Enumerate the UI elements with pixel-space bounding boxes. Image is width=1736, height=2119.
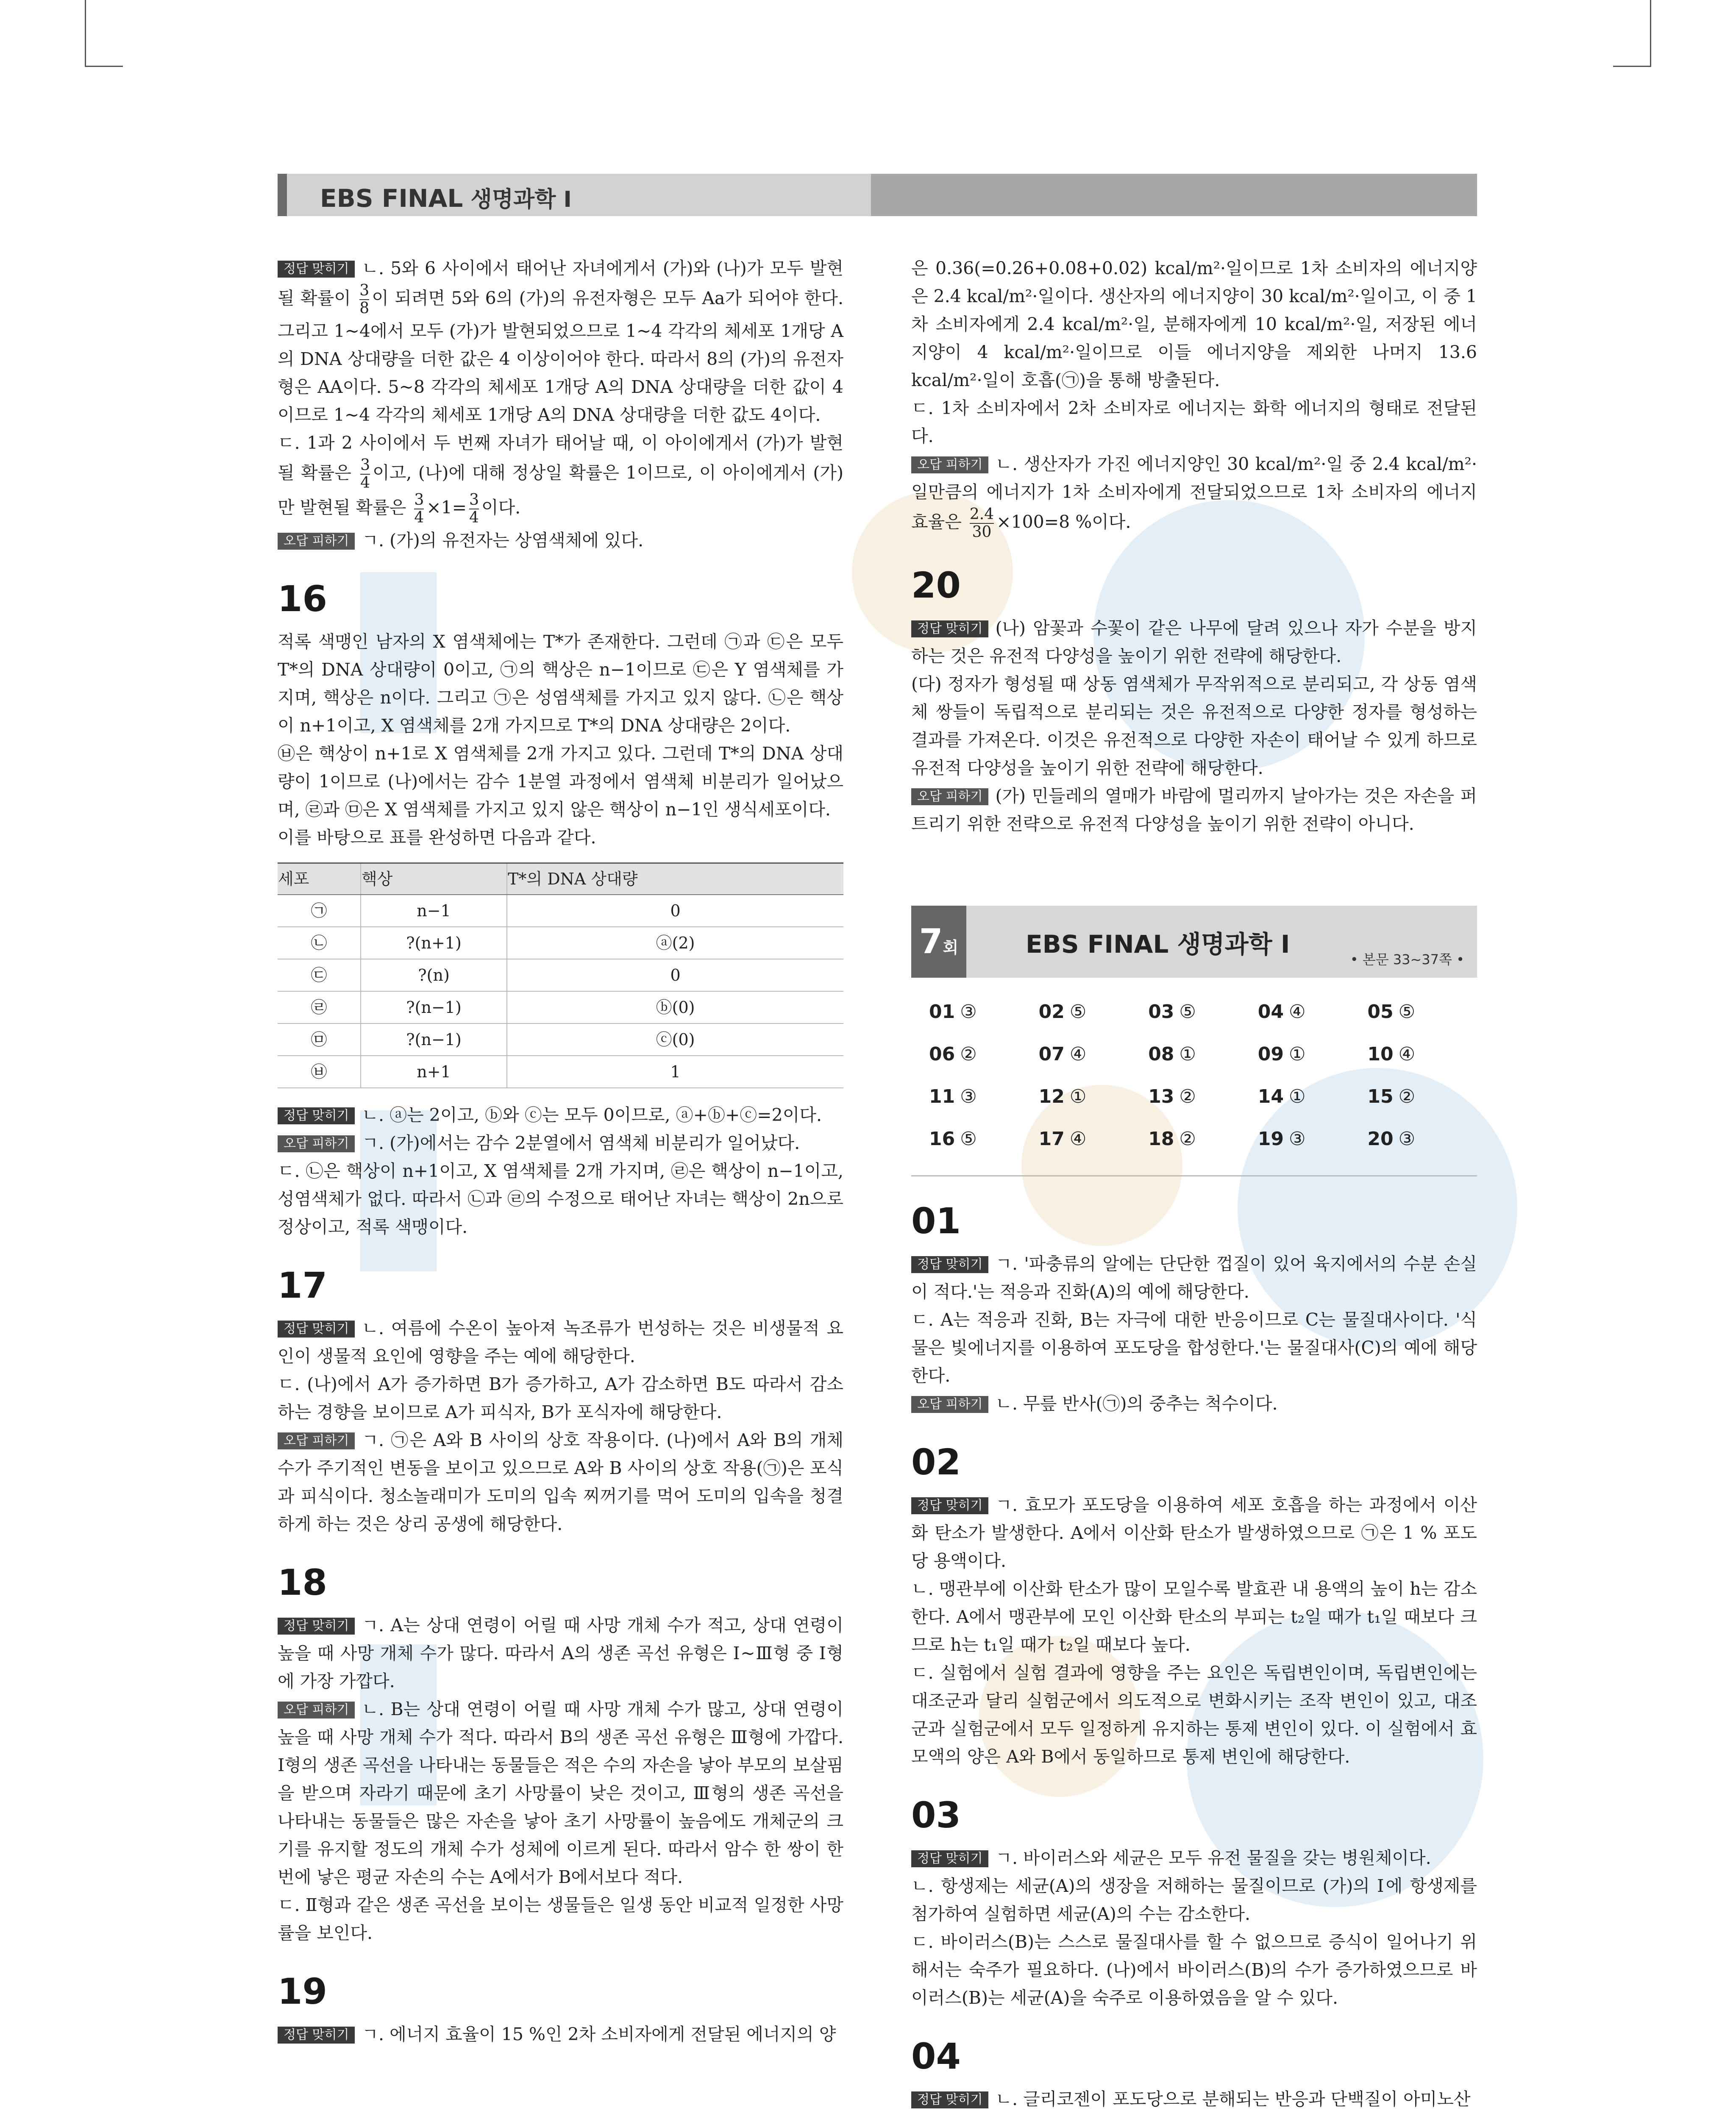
wrong-answer-tag: 오답 피하기 bbox=[278, 533, 355, 550]
answer-question-number: 20 bbox=[1367, 1128, 1394, 1150]
answer-item bbox=[929, 1079, 1039, 1114]
answer-item bbox=[929, 995, 1039, 1029]
running-header bbox=[278, 174, 1477, 216]
fraction: $\frac{3}{4}$ bbox=[360, 456, 370, 492]
answer-question-number: 11 bbox=[929, 1086, 955, 1107]
correct-answer-tag: 정답 맞히기 bbox=[911, 1256, 988, 1273]
paragraph: ㄷ. 1과 2 사이에서 두 번째 자녀가 태어날 때, 이 아이에게서 (가)가 발현될 확률은 $\frac{3}{4}$ 이고, (나)에 대해 정상일 확률은 1이므로, 이 아이에게서 (가)만 발현될 확률은 $\frac{3}{4}$ ×1= $\frac{3}{4}$ 이다. bbox=[278, 433, 843, 526]
wrong-answer-tag: 오답 피하기 bbox=[911, 788, 988, 805]
answer-item bbox=[1258, 1079, 1368, 1114]
answer-question-number: 15 bbox=[1367, 1086, 1394, 1107]
answer-question-number: 04 bbox=[1257, 1001, 1284, 1023]
paragraph: 정답 맞히기 (나) 암꽃과 수꽃이 같은 나무에 달려 있으나 자가 수분을 방지하는 것은 유전적 다양성을 높이기 위한 전략에 해당한다. bbox=[911, 618, 1477, 666]
question-number: 18 bbox=[278, 1562, 327, 1603]
table-row: ㉣ ?(n−1) ⓑ(0) bbox=[278, 991, 843, 1023]
table-row: ㉠ n−1 0 bbox=[278, 895, 843, 927]
question-number: 03 bbox=[911, 1794, 961, 1836]
paragraph: (다) 정자가 형성될 때 상동 염색체가 무작위적으로 분리되고, 각 상동 염색체 쌍들이 독립적으로 분리되는 것은 유전적으로 다양한 정자를 형성하는 결과를 가져온다. 이것은 유전적으로 다양한 자손이 태어날 수 있게 하므로 유전적 다양성을 높이기 위한 전략에 해당한다. bbox=[911, 674, 1477, 778]
answer-item bbox=[1367, 1037, 1477, 1072]
right-column bbox=[911, 254, 1477, 2113]
question-number: 04 bbox=[911, 2036, 961, 2077]
paragraph: ㄷ. (나)에서 A가 증가하면 B가 증가하고, A가 감소하면 B도 따라서 감소하는 경향을 보이므로 A가 피식자, B가 포식자에 해당한다. bbox=[278, 1374, 843, 1422]
answer-question-number: 17 bbox=[1038, 1128, 1065, 1150]
answer-choice: ④ bbox=[1069, 1043, 1087, 1065]
fraction: $\frac{2.4}{30}$ bbox=[969, 506, 994, 541]
answer-choice: ② bbox=[1179, 1086, 1196, 1107]
answer-choice: ② bbox=[960, 1043, 977, 1065]
wrong-answer-tag: 오답 피하기 bbox=[278, 1702, 355, 1719]
answer-choice: ① bbox=[1069, 1086, 1087, 1107]
question-number: 19 bbox=[278, 1971, 327, 2012]
fraction: $\frac{3}{4}$ bbox=[414, 491, 424, 526]
answer-question-number: 14 bbox=[1257, 1086, 1284, 1107]
left-column bbox=[278, 254, 843, 2048]
answer-question-number: 01 bbox=[929, 1001, 955, 1023]
answer-question-number: 09 bbox=[1257, 1043, 1284, 1065]
table-row: ㉡ ?(n+1) ⓐ(2) bbox=[278, 927, 843, 959]
paragraph: 오답 피하기 (가) 민들레의 열매가 바람에 멀리까지 날아가는 것은 자손을 퍼트리기 위한 전략으로 유전적 다양성을 높이기 위한 전략이 아니다. bbox=[911, 786, 1477, 834]
answer-choice: ② bbox=[1398, 1086, 1416, 1107]
question-number: 20 bbox=[911, 565, 961, 606]
answer-question-number: 08 bbox=[1148, 1043, 1174, 1065]
answer-item bbox=[1367, 1122, 1477, 1157]
question-number: 16 bbox=[278, 578, 327, 620]
answer-choice: ① bbox=[1179, 1043, 1196, 1065]
answer-item bbox=[1258, 995, 1368, 1029]
answer-question-number: 16 bbox=[929, 1128, 955, 1150]
paragraph: ㄷ. Ⅱ형과 같은 생존 곡선을 보이는 생물들은 일생 동안 비교적 일정한 사망률을 보인다. bbox=[278, 1895, 843, 1943]
fraction: $\frac{3}{4}$ bbox=[469, 491, 479, 526]
wrong-answer-tag: 오답 피하기 bbox=[911, 456, 988, 473]
answer-choice: ⑤ bbox=[1069, 1001, 1087, 1023]
table-header: 세포 bbox=[278, 863, 361, 895]
cell-table bbox=[278, 862, 843, 1088]
paragraph: ㄴ. 맹관부에 이산화 탄소가 많이 모일수록 발효관 내 용액의 높이 h는 감소한다. A에서 맹관부에 모인 이산화 탄소의 부피는 t₂일 때가 t₁일 때보다 크므로 h는 t₁일 때가 t₂일 때보다 높다. bbox=[911, 1579, 1477, 1655]
paragraph: 정답 맞히기 ㄱ. A는 상대 연령이 어릴 때 사망 개체 수가 적고, 상대 연령이 높을 때 사망 개체 수가 많다. 따라서 A의 생존 곡선 유형은 Ⅰ~Ⅲ형 중 Ⅰ형에 가장 가깝다. bbox=[278, 1615, 843, 1691]
answer-question-number: 07 bbox=[1038, 1043, 1065, 1065]
correct-answer-tag: 정답 맞히기 bbox=[911, 620, 988, 637]
paragraph: ㉥은 핵상이 n+1로 X 염색체를 2개 가지고 있다. 그런데 T*의 DNA 상대량이 1이므로 (나)에서는 감수 1분열 과정에서 염색체 비분리가 일어났으며, ㉣과 ㉤은 X 염색체를 가지고 있지 않은 핵상이 n−1인 생식세포이다. bbox=[278, 743, 843, 820]
answer-choice: ③ bbox=[960, 1086, 977, 1107]
paragraph: 이를 바탕으로 표를 완성하면 다음과 같다. bbox=[278, 827, 596, 848]
wrong-answer-tag: 오답 피하기 bbox=[911, 1396, 988, 1413]
paragraph: 정답 맞히기 ㄱ. 에너지 효율이 15 %인 2차 소비자에게 전달된 에너지의 양 bbox=[278, 2020, 843, 2048]
answer-item bbox=[1258, 1122, 1368, 1157]
section-number: 7회 bbox=[911, 906, 966, 978]
table-row: ㉥ n+1 1 bbox=[278, 1056, 843, 1088]
answer-item bbox=[1039, 1037, 1149, 1072]
correct-answer-tag: 정답 맞히기 bbox=[911, 2091, 988, 2108]
paragraph: ㄷ. 1차 소비자에서 2차 소비자로 에너지는 화학 에너지의 형태로 전달된다. bbox=[911, 398, 1477, 446]
question-number: 01 bbox=[911, 1200, 961, 1242]
question-number: 17 bbox=[278, 1265, 327, 1306]
answer-item bbox=[1039, 1079, 1149, 1114]
correct-answer-tag: 정답 맞히기 bbox=[911, 1850, 988, 1867]
paragraph: ㄷ. A는 적응과 진화, B는 자극에 대한 반응이므로 C는 물질대사이다. '식물은 빛에너지를 이용하여 포도당을 합성한다.'는 물질대사(C)의 예에 해당한다. bbox=[911, 1310, 1477, 1386]
paragraph: ㄷ. ㉡은 핵상이 n+1이고, X 염색체를 2개 가지며, ㉣은 핵상이 n−1이고, 성염색체가 없다. 따라서 ㉡과 ㉣의 수정으로 태어난 자녀는 핵상이 2n으로 정상이고, 적록 색맹이다. bbox=[278, 1161, 843, 1237]
paragraph: 오답 피하기 ㄴ. B는 상대 연령이 어릴 때 사망 개체 수가 많고, 상대 연령이 높을 때 사망 개체 수가 적다. 따라서 B의 생존 곡선 유형은 Ⅲ형에 가깝다. Ⅰ형의 생존 곡선을 나타내는 동물들은 적은 수의 자손을 낳아 부모의 보살핌을 받으며 자라기 때문에 초기 사망률이 낮은 것이고, Ⅲ형의 생존 곡선을 나타내는 동물들은 많은 자손을 낳아 초기 사망률이 높음에도 개체군의 크기를 유지할 정도의 개체 수가 성체에 이르게 된다. 따라서 암수 한 쌍이 한 번에 낳은 평균 자손의 수는 A에서가 B에서보다 적다. bbox=[278, 1699, 843, 1887]
paragraph: 오답 피하기 ㄴ. 무릎 반사(㉠)의 중추는 척수이다. bbox=[911, 1390, 1477, 1418]
paragraph: 오답 피하기 ㄱ. (가)의 유전자는 상염색체에 있다. bbox=[278, 526, 843, 554]
answer-question-number: 02 bbox=[1038, 1001, 1065, 1023]
correct-answer-tag: 정답 맞히기 bbox=[278, 2027, 355, 2044]
answer-item bbox=[1367, 995, 1477, 1029]
answer-question-number: 12 bbox=[1038, 1086, 1065, 1107]
paragraph: 정답 맞히기 ㄱ. '파충류의 알에는 단단한 껍질이 있어 육지에서의 수분 손실이 적다.'는 적응과 진화(A)의 예에 해당한다. bbox=[911, 1254, 1477, 1302]
answer-item bbox=[1367, 1079, 1477, 1114]
answer-choice: ⑤ bbox=[960, 1128, 977, 1150]
paragraph: 적록 색맹인 남자의 X 염색체에는 T*가 존재한다. 그런데 ㉠과 ㉢은 모두 T*의 DNA 상대량이 0이고, ㉠의 핵상은 n−1이므로 ㉢은 Y 염색체를 가지며, 핵상은 n이다. 그리고 ㉠은 성염색체를 가지고 있지 않다. ㉡은 핵상이 n+1이고, X 염색체를 2개 가지므로 T*의 DNA 상대량은 2이다. bbox=[278, 631, 843, 736]
answer-item bbox=[1148, 995, 1258, 1029]
paragraph: 정답 맞히기 ㄱ. 바이러스와 세균은 모두 유전 물질을 갖는 병원체이다. bbox=[911, 1844, 1477, 1872]
correct-answer-tag: 정답 맞히기 bbox=[278, 1618, 355, 1635]
answer-item bbox=[1148, 1122, 1258, 1157]
table-header: T*의 DNA 상대량 bbox=[507, 863, 843, 895]
section-title: EBS FINAL 생명과학 Ⅰ bbox=[1026, 930, 1290, 959]
answer-question-number: 03 bbox=[1148, 1001, 1174, 1023]
paragraph: 은 0.36(=0.26+0.08+0.02) kcal/m²·일이므로 1차 소비자의 에너지양은 2.4 kcal/m²·일이다. 생산자의 에너지양이 30 kcal/m²·일이고, 이 중 1차 소비자에게 2.4 kcal/m²·일, 분해자에게 10 kcal/m²·일, 저장된 에너지양이 4 kcal/m²·일이므로 이들 에너지양을 제외한 나머지 13.6 kcal/m²·일이 호흡(㉠)을 통해 방출된다. bbox=[911, 258, 1477, 390]
correct-answer-tag: 정답 맞히기 bbox=[278, 1107, 355, 1124]
answer-question-number: 19 bbox=[1257, 1128, 1284, 1150]
paragraph: 정답 맞히기 ㄱ. 효모가 포도당을 이용하여 세포 호흡을 하는 과정에서 이산화 탄소가 발생한다. A에서 이산화 탄소가 발생하였으므로 ㉠은 1 % 포도당 용액이다. bbox=[911, 1495, 1477, 1571]
paragraph: ㄴ. 항생제는 세균(A)의 생장을 저해하는 물질이므로 (가)의 Ⅰ에 항생제를 첨가하여 실험하면 세균(A)의 수는 감소한다. bbox=[911, 1876, 1477, 1924]
answer-choice: ④ bbox=[1289, 1001, 1306, 1023]
answer-choice: ⑤ bbox=[1398, 1001, 1416, 1023]
answer-choice: ① bbox=[1289, 1043, 1306, 1065]
answer-item bbox=[1148, 1079, 1258, 1114]
paragraph: 오답 피하기 ㄱ. (가)에서는 감수 2분열에서 염색체 비분리가 일어났다. bbox=[278, 1129, 843, 1157]
section-pages: • 본문 33~37쪽 • bbox=[1350, 951, 1464, 968]
answer-choice: ③ bbox=[1398, 1128, 1416, 1150]
paragraph: 오답 피하기 ㄱ. ㉠은 A와 B 사이의 상호 작용이다. (나)에서 A와 B의 개체 수가 주기적인 변동을 보이고 있으므로 A와 B 사이의 상호 작용(㉠)은 포식과 피식이다. 청소놀래미가 도미의 입속 찌꺼기를 먹어 도미의 입속을 청결하게 하는 것은 상리 공생에 해당한다. bbox=[278, 1430, 843, 1534]
table-row: ㉢ ?(n) 0 bbox=[278, 959, 843, 991]
table-row: ㉤ ?(n−1) ⓒ(0) bbox=[278, 1023, 843, 1056]
question-number: 02 bbox=[911, 1441, 961, 1483]
answer-question-number: 06 bbox=[929, 1043, 955, 1065]
paragraph: ㄷ. 실험에서 실험 결과에 영향을 주는 요인은 독립변인이며, 독립변인에는 대조군과 달리 실험군에서 의도적으로 변화시키는 조작 변인이 있고, 대조군과 실험군에서 모두 일정하게 유지하는 통제 변인이 있다. 이 실험에서 효모액의 양은 A와 B에서 동일하므로 통제 변인에 해당한다. bbox=[911, 1663, 1477, 1767]
answer-item bbox=[1039, 995, 1149, 1029]
fraction: $\frac{3}{8}$ bbox=[359, 282, 370, 317]
answer-item bbox=[929, 1037, 1039, 1072]
answer-choice: ② bbox=[1179, 1128, 1196, 1150]
answer-question-number: 13 bbox=[1148, 1086, 1174, 1107]
paragraph: ㄷ. 바이러스(B)는 스스로 물질대사를 할 수 없으므로 증식이 일어나기 위해서는 숙주가 필요하다. (나)에서 바이러스(B)의 수가 증가하였으므로 바이러스(B)는 세균(A)을 숙주로 이용하였음을 알 수 있다. bbox=[911, 1932, 1477, 2008]
answer-choice: ⑤ bbox=[1179, 1001, 1196, 1023]
answer-question-number: 05 bbox=[1367, 1001, 1394, 1023]
answer-grid bbox=[911, 995, 1477, 1176]
paragraph: 오답 피하기 ㄴ. 생산자가 가진 에너지양인 30 kcal/m²·일 중 2.4 kcal/m²·일만큼의 에너지가 1차 소비자에게 전달되었으므로 1차 소비자의 에너지 효율은 $\frac{2.4}{30}$ ×100=8 %이다. bbox=[911, 454, 1477, 541]
paragraph: 정답 맞히기 ㄴ. ⓐ는 2이고, ⓑ와 ⓒ는 모두 0이므로, ⓐ+ⓑ+ⓒ=2이다. bbox=[278, 1101, 843, 1129]
correct-answer-tag: 정답 맞히기 bbox=[278, 261, 355, 278]
section-banner bbox=[911, 906, 1477, 978]
answer-choice: ③ bbox=[1289, 1128, 1306, 1150]
correct-answer-tag: 정답 맞히기 bbox=[278, 1321, 355, 1338]
correct-answer-tag: 정답 맞히기 bbox=[911, 1497, 988, 1514]
table-header: 핵상 bbox=[361, 863, 507, 895]
answer-choice: ③ bbox=[960, 1001, 977, 1023]
answer-choice: ① bbox=[1289, 1086, 1306, 1107]
wrong-answer-tag: 오답 피하기 bbox=[278, 1432, 355, 1449]
wrong-answer-tag: 오답 피하기 bbox=[278, 1135, 355, 1152]
answer-question-number: 18 bbox=[1148, 1128, 1174, 1150]
answer-item bbox=[1258, 1037, 1368, 1072]
answer-choice: ④ bbox=[1398, 1043, 1416, 1065]
header-title: EBS FINAL 생명과학 Ⅰ bbox=[320, 184, 572, 213]
answer-question-number: 10 bbox=[1367, 1043, 1394, 1065]
paragraph: 정답 맞히기 ㄴ. 5와 6 사이에서 태어난 자녀에게서 (가)와 (나)가 모두 발현될 확률이 $\frac{3}{8}$ 이 되려면 5와 6의 (가)의 유전자형은 모두 Aa가 되어야 한다. 그리고 1~4에서 모두 (가)가 발현되었으므로 1~4 각각의 체세포 1개당 A의 DNA 상대량을 더한 값은 4 이상이어야 한다. 따라서 8의 (가)의 유전자형은 AA이다. 5~8 각각의 체세포 1개당 A의 DNA 상대량을 더한 값이 4이므로 1~4 각각의 체세포 1개당 A의 DNA 상대량을 더한 값도 4이다. bbox=[278, 258, 843, 425]
answer-item bbox=[1039, 1122, 1149, 1157]
answer-choice: ④ bbox=[1069, 1128, 1087, 1150]
paragraph: 정답 맞히기 ㄴ. 글리코젠이 포도당으로 분해되는 반응과 단백질이 아미노산 bbox=[911, 2085, 1477, 2113]
paragraph: 정답 맞히기 ㄴ. 여름에 수온이 높아져 녹조류가 번성하는 것은 비생물적 요인이 생물적 요인에 영향을 주는 예에 해당한다. bbox=[278, 1318, 843, 1366]
answer-item bbox=[929, 1122, 1039, 1157]
answer-item bbox=[1148, 1037, 1258, 1072]
